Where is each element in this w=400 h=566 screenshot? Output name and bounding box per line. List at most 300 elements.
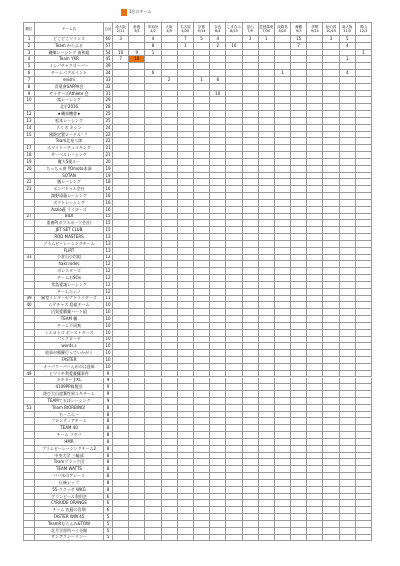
race-points-cell [275, 378, 291, 385]
race-points-cell [162, 173, 178, 180]
race-points-cell [291, 459, 307, 466]
race-points-cell [356, 507, 372, 514]
race-points-cell [194, 166, 210, 173]
race-points-cell [210, 200, 226, 207]
race-points-cell [129, 97, 145, 104]
race-points-cell [243, 227, 259, 234]
rank-cell: 19 [23, 159, 35, 166]
race-points-cell [307, 371, 323, 378]
race-points-cell [259, 378, 275, 385]
race-points-cell [259, 459, 275, 466]
rank-cell: 33 [23, 255, 35, 262]
race-points-cell [356, 398, 372, 405]
race-points-cell [210, 152, 226, 159]
race-points-cell [178, 309, 194, 316]
race-points-cell [129, 84, 145, 91]
race-points-cell [145, 316, 161, 323]
race-points-cell [307, 364, 323, 371]
team-name-cell: 鳳レーシング [35, 179, 104, 186]
race-points-cell [162, 152, 178, 159]
race-points-cell [162, 398, 178, 405]
race-points-cell: 5 [340, 36, 356, 43]
race-points-cell [275, 186, 291, 193]
race-points-cell [307, 425, 323, 432]
team-name-cell: どこどこツインズ [35, 36, 104, 43]
race-points-cell [113, 296, 129, 303]
race-points-cell [194, 70, 210, 77]
total-points-cell: 12 [104, 275, 113, 282]
total-points-cell: 10 [104, 323, 113, 330]
race-points-cell [194, 145, 210, 152]
race-points-cell [113, 357, 129, 364]
race-points-cell [243, 77, 259, 84]
race-points-cell [194, 43, 210, 50]
total-points-cell: 6 [104, 500, 113, 507]
team-name-cell: 重複P(ボブスポーツ会社) [35, 220, 104, 227]
race-points-cell [145, 214, 161, 221]
race-points-cell [291, 220, 307, 227]
race-points-cell [129, 459, 145, 466]
table-row [23, 316, 372, 323]
race-points-cell [243, 255, 259, 262]
race-points-cell [291, 289, 307, 296]
race-points-cell [259, 70, 275, 77]
rank-cell [23, 207, 35, 214]
race-points-cell [162, 391, 178, 398]
total-points-cell: 6 [104, 494, 113, 501]
table-row [23, 261, 372, 268]
race-points-cell [323, 193, 339, 200]
total-points-cell: 16 [104, 200, 113, 207]
race-points-cell [145, 364, 161, 371]
race-points-cell [178, 446, 194, 453]
race-points-cell [307, 535, 323, 542]
race-points-cell [340, 425, 356, 432]
total-points-cell: 24 [104, 125, 113, 132]
race-points-cell [178, 241, 194, 248]
race-points-cell [340, 343, 356, 350]
race-points-cell [145, 289, 161, 296]
race-points-cell [291, 138, 307, 145]
race-points-cell [340, 214, 356, 221]
race-points-cell [259, 521, 275, 528]
race-points-cell [210, 241, 226, 248]
race-points-cell [275, 220, 291, 227]
total-points-cell: 8 [104, 425, 113, 432]
race-points-cell [307, 473, 323, 480]
race-points-cell [129, 104, 145, 111]
race-points-cell [356, 439, 372, 446]
race-points-cell [145, 220, 161, 227]
rank-cell [23, 200, 35, 207]
team-name-cell: TEAM WATTS [35, 466, 104, 473]
race-points-cell [210, 487, 226, 494]
race-points-cell [210, 350, 226, 357]
race-date: 11/5 [343, 29, 352, 33]
race-points-cell [145, 378, 161, 385]
race-points-cell [356, 125, 372, 132]
race-points-cell [340, 111, 356, 118]
race-points-cell [243, 466, 259, 473]
race-points-cell [356, 261, 372, 268]
race-points-cell [356, 179, 372, 186]
race-points-cell [356, 207, 372, 214]
race-date: 6/25 [229, 29, 238, 33]
race-points-cell [356, 36, 372, 43]
race-points-cell [210, 439, 226, 446]
race-points-cell [113, 268, 129, 275]
table-row [23, 521, 372, 528]
race-points-cell: 4 [340, 43, 356, 50]
race-points-cell [243, 391, 259, 398]
race-points-cell [162, 425, 178, 432]
rank-cell [23, 487, 35, 494]
race-points-cell [129, 466, 145, 473]
race-points-cell [162, 186, 178, 193]
race-points-cell [162, 220, 178, 227]
race-points-cell [162, 91, 178, 98]
race-points-cell [178, 179, 194, 186]
race-points-cell [226, 418, 242, 425]
race-points-cell [259, 214, 275, 221]
race-points-cell [162, 255, 178, 262]
race-points-cell [275, 391, 291, 398]
total-points-cell: 10 [104, 337, 113, 344]
race-points-cell [291, 193, 307, 200]
total-points-cell: 15 [104, 220, 113, 227]
race-points-cell [194, 418, 210, 425]
team-name-cell: ババ水のアレース [35, 473, 104, 480]
race-points-cell [307, 343, 323, 350]
race-points-cell [145, 248, 161, 255]
race-date: 9/24 [310, 29, 319, 33]
race-points-cell [291, 514, 307, 521]
race-points-cell [291, 302, 307, 309]
race-points-cell [145, 63, 161, 70]
rank-cell [23, 248, 35, 255]
race-points-cell [307, 521, 323, 528]
race-points-cell [145, 118, 161, 125]
race-points-cell [145, 241, 161, 248]
race-points-cell [323, 316, 339, 323]
race-points-cell [194, 282, 210, 289]
race-points-cell [340, 132, 356, 139]
race-points-cell [194, 378, 210, 385]
race-points-cell [259, 453, 275, 460]
race-points-cell [275, 255, 291, 262]
race-points-cell [162, 234, 178, 241]
race-points-cell [307, 357, 323, 364]
race-points-cell [356, 91, 372, 98]
race-points-cell [340, 466, 356, 473]
race-points-cell [275, 337, 291, 344]
race-points-cell [194, 193, 210, 200]
race-points-cell [178, 432, 194, 439]
rank-cell: 23 [23, 186, 35, 193]
race-points-cell [162, 36, 178, 43]
race-points-cell [291, 316, 307, 323]
race-points-cell [243, 97, 259, 104]
race-points-cell [226, 323, 242, 330]
race-points-cell [356, 364, 372, 371]
race-points-cell [226, 159, 242, 166]
race-points-cell [145, 350, 161, 357]
race-points-cell [226, 330, 242, 337]
race-points-cell: 8 [145, 43, 161, 50]
race-points-cell [307, 220, 323, 227]
race-points-cell [226, 480, 242, 487]
table-row [23, 466, 372, 473]
race-points-cell [340, 364, 356, 371]
table-row [23, 446, 372, 453]
race-points-cell [259, 220, 275, 227]
race-points-cell [113, 261, 129, 268]
race-points-cell [145, 84, 161, 91]
table-row [23, 405, 372, 412]
race-points-cell [145, 166, 161, 173]
race-points-cell [323, 446, 339, 453]
race-points-cell [323, 514, 339, 521]
race-points-cell [145, 405, 161, 412]
race-points-cell [145, 521, 161, 528]
rank-cell: 27 [23, 214, 35, 221]
race-points-cell [145, 371, 161, 378]
race-points-cell [145, 514, 161, 521]
team-name-cell: チーム不同爽 [35, 323, 104, 330]
race-points-cell [113, 43, 129, 50]
race-points-cell [178, 391, 194, 398]
race-points-cell [194, 459, 210, 466]
header-race [340, 22, 356, 36]
table-row [23, 535, 372, 542]
race-points-cell [291, 84, 307, 91]
race-date: 8/20 [278, 29, 287, 33]
race-points-cell [340, 446, 356, 453]
race-points-cell [340, 268, 356, 275]
race-points-cell [178, 173, 194, 180]
race-points-cell [178, 152, 194, 159]
race-points-cell [194, 453, 210, 460]
race-points-cell [243, 364, 259, 371]
race-points-cell [340, 302, 356, 309]
race-points-cell [356, 248, 372, 255]
team-name-cell: 小倉山小均組 [35, 255, 104, 262]
table-row [23, 412, 372, 419]
race-points-cell [226, 241, 242, 248]
race-points-cell [178, 166, 194, 173]
rank-cell [23, 514, 35, 521]
total-points-cell: 25 [104, 118, 113, 125]
race-points-cell [340, 514, 356, 521]
race-points-cell [340, 207, 356, 214]
race-points-cell [259, 152, 275, 159]
table-row [23, 36, 372, 43]
race-points-cell [275, 357, 291, 364]
race-points-cell [129, 145, 145, 152]
race-points-cell [226, 275, 242, 282]
total-points-cell: 10 [104, 350, 113, 357]
race-points-cell [323, 418, 339, 425]
race-points-cell [226, 132, 242, 139]
race-points-cell [323, 50, 339, 57]
race-points-cell [226, 50, 242, 57]
race-points-cell [243, 459, 259, 466]
race-points-cell [243, 302, 259, 309]
race-points-cell [145, 193, 161, 200]
race-points-cell [356, 132, 372, 139]
race-points-cell [226, 535, 242, 542]
race-points-cell [162, 268, 178, 275]
race-points-cell [145, 384, 161, 391]
rank-cell [23, 507, 35, 514]
race-points-cell [340, 384, 356, 391]
race-points-cell [356, 412, 372, 419]
race-points-cell [275, 282, 291, 289]
race-points-cell [323, 97, 339, 104]
rank-cell [23, 398, 35, 405]
race-points-cell: 3 [243, 36, 259, 43]
race-points-cell [178, 453, 194, 460]
rank-cell: 9 [23, 91, 35, 98]
race-points-cell [113, 364, 129, 371]
race-points-cell [323, 179, 339, 186]
race-points-cell [323, 166, 339, 173]
team-name-cell: hakr.rodec [35, 261, 104, 268]
rank-cell [23, 459, 35, 466]
race-points-cell [291, 97, 307, 104]
race-points-cell [275, 350, 291, 357]
race-points-cell [129, 500, 145, 507]
race-points-cell [356, 193, 372, 200]
race-points-cell [113, 207, 129, 214]
race-points-cell [194, 186, 210, 193]
rank-cell: 3 [23, 50, 35, 57]
race-points-cell [226, 56, 242, 63]
race-points-cell [178, 282, 194, 289]
team-name-cell: TEAMてるぼレーシング [35, 398, 104, 405]
total-points-cell: 25 [104, 111, 113, 118]
race-points-cell [356, 425, 372, 432]
race-points-cell [323, 432, 339, 439]
race-points-cell [259, 432, 275, 439]
race-points-cell [162, 439, 178, 446]
race-points-cell [275, 425, 291, 432]
race-points-cell [323, 234, 339, 241]
race-points-cell [323, 261, 339, 268]
race-points-cell [178, 104, 194, 111]
race-points-cell [129, 132, 145, 139]
table-row [23, 145, 372, 152]
race-points-cell [275, 466, 291, 473]
race-points-cell [323, 104, 339, 111]
race-date: 7/9 [247, 29, 253, 33]
race-points-cell [340, 138, 356, 145]
race-points-cell [129, 432, 145, 439]
race-points-cell [291, 480, 307, 487]
race-points-cell [129, 391, 145, 398]
race-points-cell [259, 77, 275, 84]
table-row [23, 159, 372, 166]
race-points-cell [243, 296, 259, 303]
race-points-cell [340, 500, 356, 507]
race-points-cell [275, 316, 291, 323]
race-points-cell [210, 97, 226, 104]
table-row [23, 166, 372, 173]
total-points-cell: 54 [104, 50, 113, 57]
race-points-cell [194, 521, 210, 528]
race-points-cell [243, 91, 259, 98]
race-points-cell [259, 145, 275, 152]
race-points-cell [259, 63, 275, 70]
race-points-cell [356, 480, 372, 487]
rank-cell [23, 357, 35, 364]
race-points-cell [226, 63, 242, 70]
race-points-cell [162, 207, 178, 214]
race-points-cell [178, 138, 194, 145]
header-total: 合計 [104, 22, 113, 36]
rank-cell [23, 104, 35, 111]
total-points-cell: 10 [104, 343, 113, 350]
race-points-cell [243, 145, 259, 152]
race-points-cell [243, 63, 259, 70]
race-points-cell [259, 330, 275, 337]
race-points-cell [356, 418, 372, 425]
race-points-cell [275, 173, 291, 180]
race-points-cell [307, 309, 323, 316]
total-points-cell: 5 [104, 521, 113, 528]
race-points-cell [210, 446, 226, 453]
race-points-cell [162, 514, 178, 521]
race-points-cell [275, 514, 291, 521]
race-points-cell [307, 36, 323, 43]
race-points-cell [226, 200, 242, 207]
race-points-cell [129, 179, 145, 186]
race-points-cell [129, 282, 145, 289]
rank-cell [23, 412, 35, 419]
race-points-cell [210, 220, 226, 227]
race-points-cell [259, 56, 275, 63]
race-points-cell [129, 473, 145, 480]
race-points-cell [275, 200, 291, 207]
race-points-cell [113, 412, 129, 419]
race-points-cell [307, 418, 323, 425]
race-points-cell [226, 36, 242, 43]
race-points-cell [113, 166, 129, 173]
race-points-cell [226, 466, 242, 473]
team-name-cell: 松本レーシング [35, 118, 104, 125]
race-points-cell [307, 70, 323, 77]
race-points-cell [340, 350, 356, 357]
race-points-cell [194, 50, 210, 57]
race-points-cell [291, 507, 307, 514]
race-points-cell [323, 200, 339, 207]
race-points-cell [307, 227, 323, 234]
race-points-cell [129, 343, 145, 350]
race-points-cell [145, 200, 161, 207]
race-points-cell [113, 459, 129, 466]
race-points-cell [356, 528, 372, 535]
race-points-cell [226, 446, 242, 453]
rank-cell [23, 350, 35, 357]
race-points-cell [340, 412, 356, 419]
race-points-cell [323, 473, 339, 480]
race-points-cell [178, 84, 194, 91]
race-points-cell [194, 220, 210, 227]
race-points-cell [356, 145, 372, 152]
race-points-cell [178, 480, 194, 487]
race-points-cell [275, 323, 291, 330]
race-points-cell [243, 193, 259, 200]
